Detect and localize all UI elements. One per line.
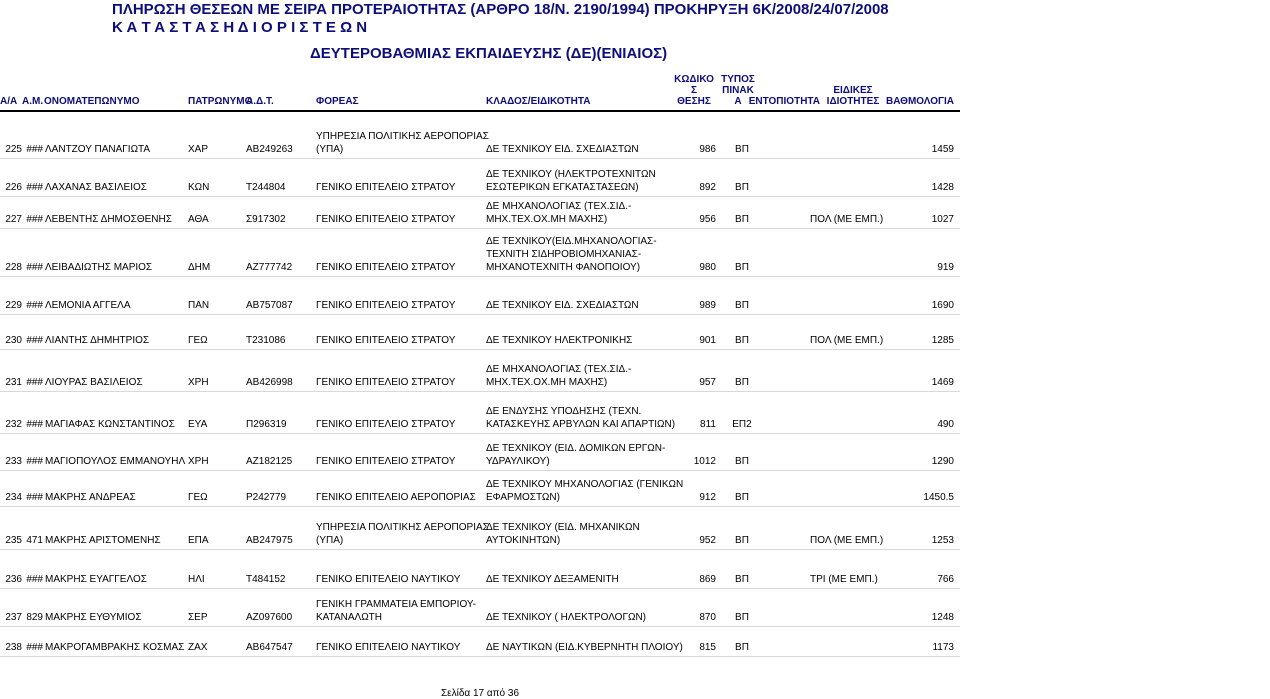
table-row: [0, 626, 960, 657]
cell-father: ΚΩΝ: [188, 182, 210, 193]
cell-adt: ΑΒ249263: [246, 144, 293, 155]
cell-aa: 225: [5, 144, 22, 155]
cell-klados-line: ΔΕ ΜΗΧΑΝΟΛΟΓΙΑΣ (ΤΕΧ.ΣΙΔ.-: [486, 201, 632, 212]
header-foreas: ΦΟΡΕΑΣ: [316, 96, 359, 107]
table-row: [0, 470, 960, 507]
header-klados: ΚΛΑΔΟΣ/ΕΙΔΙΚΟΤΗΤΑ: [486, 96, 591, 107]
cell-adt: ΑΒ426998: [246, 377, 293, 388]
cell-typos: ΒΠ: [735, 535, 749, 546]
cell-typos: ΒΠ: [735, 182, 749, 193]
cell-aa: 237: [5, 612, 22, 623]
cell-klados-line: ΔΕ ΤΕΧΝΙΚΟΥ (ΕΙΔ. ΔΟΜΙΚΩΝ ΕΡΓΩΝ-: [486, 443, 666, 454]
table-row: [0, 549, 960, 589]
cell-aa: 226: [5, 182, 22, 193]
cell-name: ΛΕΒΕΝΤΗΣ ΔΗΜΟΣΘΕΝΗΣ: [45, 214, 172, 225]
cell-aa: 233: [5, 456, 22, 467]
cell-klados-line: ΔΕ ΤΕΧΝΙΚΟΥ ( ΗΛΕΚΤΡΟΛΟΓΩΝ): [486, 612, 646, 623]
cell-kodikos: 980: [699, 262, 716, 273]
cell-klados-line: ΜΗΧΑΝΟΤΕΧΝΙΤΗ ΦΑΝΟΠΟΙΟΥ): [486, 262, 641, 273]
title-katastasi: Κ Α Τ Α Σ Τ Α Σ Η Δ Ι Ο Ρ Ι Σ Τ Ε Ω Ν: [112, 19, 368, 36]
cell-am: ###: [26, 214, 43, 225]
cell-foreas-line: ΓΕΝΙΚΟ ΕΠΙΤΕΛΕΙΟ ΣΤΡΑΤΟΥ: [316, 262, 456, 273]
cell-aa: 230: [5, 335, 22, 346]
header-kodikos-line3: ΘΕΣΗΣ: [677, 96, 711, 107]
cell-vathmologia: 1428: [931, 182, 954, 193]
cell-am: ###: [26, 182, 43, 193]
cell-father: ΖΑΧ: [188, 642, 208, 653]
cell-foreas-line: ΓΕΝΙΚΗ ΓΡΑΜΜΑΤΕΙΑ ΕΜΠΟΡΙΟΥ-: [316, 599, 476, 610]
table-row: [0, 433, 960, 471]
cell-kodikos: 870: [699, 612, 716, 623]
cell-entopiotita: ΠΟΛ (ΜΕ ΕΜΠ.): [810, 214, 884, 225]
cell-vathmologia: 1173: [932, 642, 954, 653]
table-row: [0, 314, 960, 350]
cell-typos: ΒΠ: [735, 300, 749, 311]
cell-father: ΧΡΗ: [188, 456, 209, 467]
cell-name: ΜΑΚΡΗΣ ΑΡΙΣΤΟΜΕΝΗΣ: [45, 535, 161, 546]
cell-father: ΠΑΝ: [188, 300, 210, 311]
cell-aa: 232: [5, 419, 22, 430]
cell-name: ΛΕΜΟΝΙΑ ΑΓΓΕΛΑ: [45, 300, 131, 311]
cell-aa: 234: [5, 492, 22, 503]
cell-klados-line: ΔΕ ΤΕΧΝΙΚΟΥ(ΕΙΔ.ΜΗΧΑΝΟΛΟΓΙΑΣ-: [486, 236, 657, 247]
cell-am: 829: [26, 612, 43, 623]
cell-foreas-line: ΓΕΝΙΚΟ ΕΠΙΤΕΛΕΙΟ ΣΤΡΑΤΟΥ: [316, 335, 456, 346]
cell-adt: Π296319: [246, 419, 287, 430]
cell-foreas-line: (ΥΠΑ): [316, 535, 344, 546]
cell-father: ΗΛΙ: [188, 574, 205, 585]
header-kodikos-line1: ΚΩΔΙΚΟ: [674, 74, 714, 85]
cell-name: ΛΙΟΥΡΑΣ ΒΑΣΙΛΕΙΟΣ: [45, 377, 143, 388]
cell-kodikos: 952: [699, 535, 716, 546]
header-typos-line2: ΠΙΝΑΚ: [722, 85, 754, 96]
cell-vathmologia: 1469: [931, 377, 954, 388]
cell-klados-line: ΕΦΑΡΜΟΣΤΩΝ): [486, 492, 560, 503]
cell-am: ###: [26, 574, 43, 585]
cell-aa: 229: [5, 300, 22, 311]
cell-am: 471: [26, 535, 43, 546]
cell-am: ###: [26, 419, 43, 430]
cell-aa: 227: [5, 214, 22, 225]
cell-klados-line: ΔΕ ΤΕΧΝΙΚΟΥ ΔΕΞΑΜΕΝΙΤΗ: [486, 574, 619, 585]
cell-aa: 228: [5, 262, 22, 273]
cell-kodikos: 811: [700, 419, 716, 430]
table-header: [0, 74, 960, 112]
header-father: ΠΑΤΡΩΝΥΜΟ: [188, 96, 253, 107]
cell-klados-line: ΔΕ ΝΑΥΤΙΚΩΝ (ΕΙΔ.ΚΥΒΕΡΝΗΤΗ ΠΛΟΙΟΥ): [486, 642, 683, 653]
cell-kodikos: 912: [699, 492, 716, 503]
cell-entopiotita: ΠΟΛ (ΜΕ ΕΜΠ.): [810, 335, 884, 346]
cell-klados-line: ΔΕ ΤΕΧΝΙΚΟΥ ΕΙΔ. ΣΧΕΔΙΑΣΤΩΝ: [486, 300, 639, 311]
cell-adt: ΑΖ182125: [246, 456, 293, 467]
cell-vathmologia: 1027: [931, 214, 954, 225]
cell-klados-line: ΔΕ ΤΕΧΝΙΚΟΥ ΗΛΕΚΤΡΟΝΙΚΗΣ: [486, 335, 633, 346]
cell-typos: ΒΠ: [735, 612, 749, 623]
cell-vathmologia: 490: [937, 419, 954, 430]
header-name: ΟΝΟΜΑΤΕΠΩΝΥΜΟ: [44, 96, 140, 107]
cell-klados-line: ΕΣΩΤΕΡΙΚΩΝ ΕΓΚΑΤΑΣΤΑΣΕΩΝ): [486, 182, 639, 193]
cell-kodikos: 957: [699, 377, 716, 388]
cell-am: ###: [26, 335, 43, 346]
cell-name: ΜΑΚΡΗΣ ΕΥΘΥΜΙΟΣ: [45, 612, 142, 623]
cell-adt: Τ484152: [246, 574, 286, 585]
cell-klados-line: ΜΗΧ.ΤΕΧ.ΟΧ.ΜΗ ΜΑΧΗΣ): [486, 377, 608, 388]
cell-typos: ΒΠ: [735, 492, 749, 503]
cell-kodikos: 989: [699, 300, 716, 311]
table-row: [0, 196, 960, 229]
cell-klados-line: ΚΑΤΑΣΚΕΥΗΣ ΑΡΒΥΛΩΝ ΚΑΙ ΑΠΑΡΤΙΩΝ): [486, 419, 676, 430]
cell-father: ΧΑΡ: [188, 144, 209, 155]
cell-adt: ΑΖ777742: [246, 262, 293, 273]
header-aa: Α/Α: [0, 96, 18, 107]
cell-klados-line: ΜΗΧ.ΤΕΧ.ΟΧ.ΜΗ ΜΑΧΗΣ): [486, 214, 608, 225]
cell-klados-line: ΔΕ ΕΝΔΥΣΗΣ ΥΠΟΔΗΣΗΣ (ΤΕΧΝ.: [486, 406, 642, 417]
table-row: [0, 158, 960, 197]
cell-am: ###: [26, 642, 43, 653]
cell-father: ΔΗΜ: [188, 262, 211, 273]
header-eidikes-line1: ΕΙΔΙΚΕΣ: [833, 85, 873, 96]
header-typos-line3: Α: [734, 96, 742, 107]
header-adt: Α.Δ.Τ.: [246, 96, 274, 107]
cell-typos: ΒΠ: [735, 377, 749, 388]
cell-vathmologia: 1253: [931, 535, 954, 546]
cell-foreas-line: ΓΕΝΙΚΟ ΕΠΙΤΕΛΕΙΟ ΣΤΡΑΤΟΥ: [316, 419, 456, 430]
cell-foreas-line: ΚΑΤΑΝΑΛΩΤΗ: [316, 612, 383, 623]
table-row: [0, 349, 960, 392]
cell-aa: 235: [5, 535, 22, 546]
header-eidikes-line2: ΙΔΙΟΤΗΤΕΣ: [826, 96, 880, 107]
cell-adt: Τ244804: [246, 182, 286, 193]
table-row: [0, 588, 960, 627]
title-subtitle: ΔΕΥΤΕΡΟΒΑΘΜΙΑΣ ΕΚΠΑΙΔΕΥΣΗΣ (ΔΕ)(ΕΝΙΑΙΟΣ): [310, 45, 668, 62]
cell-father: ΑΘΑ: [188, 214, 209, 225]
cell-adt: ΑΖ097600: [246, 612, 293, 623]
table-row: [0, 121, 960, 159]
cell-vathmologia: 919: [937, 262, 954, 273]
cell-aa: 236: [5, 574, 22, 585]
cell-foreas-line: ΓΕΝΙΚΟ ΕΠΙΤΕΛΕΙΟ ΝΑΥΤΙΚΟΥ: [316, 574, 461, 585]
cell-adt: ΑΒ247975: [246, 535, 293, 546]
cell-am: ###: [26, 144, 43, 155]
page-number: Σελίδα 17 από 36: [440, 688, 520, 699]
cell-foreas-line: ΥΠΗΡΕΣΙΑ ΠΟΛΙΤΙΚΗΣ ΑΕΡΟΠΟΡΙΑΣ: [316, 522, 489, 533]
cell-adt: ΑΒ647547: [246, 642, 293, 653]
cell-vathmologia: 766: [937, 574, 954, 585]
cell-klados-line: ΔΕ ΤΕΧΝΙΚΟΥ ΕΙΔ. ΣΧΕΔΙΑΣΤΩΝ: [486, 144, 639, 155]
cell-vathmologia: 1459: [931, 144, 954, 155]
cell-typos: ΒΠ: [735, 574, 749, 585]
cell-father: ΓΕΩ: [188, 492, 208, 503]
cell-am: ###: [26, 492, 43, 503]
cell-name: ΛΕΙΒΑΔΙΩΤΗΣ ΜΑΡΙΟΣ: [45, 262, 153, 273]
cell-foreas-line: ΓΕΝΙΚΟ ΕΠΙΤΕΛΕΙΟ ΑΕΡΟΠΟΡΙΑΣ: [316, 492, 476, 503]
cell-foreas-line: ΓΕΝΙΚΟ ΕΠΙΤΕΛΕΙΟ ΣΤΡΑΤΟΥ: [316, 182, 456, 193]
cell-vathmologia: 1285: [931, 335, 954, 346]
cell-klados-line: ΥΔΡΑΥΛΙΚΟΥ): [486, 456, 550, 467]
cell-typos: ΒΠ: [735, 144, 749, 155]
header-vathmologia: ΒΑΘΜΟΛΟΓΙΑ: [886, 96, 954, 107]
header-kodikos-line2: Σ: [690, 85, 697, 96]
cell-adt: Σ917302: [246, 214, 286, 225]
cell-typos: ΒΠ: [735, 262, 749, 273]
cell-klados-line: ΔΕ ΜΗΧΑΝΟΛΟΓΙΑΣ (ΤΕΧ.ΣΙΔ.-: [486, 364, 632, 375]
title-main: ΠΛΗΡΩΣΗ ΘΕΣΕΩΝ ΜΕ ΣΕΙΡΑ ΠΡΟΤΕΡΑΙΟΤΗΤΑΣ (ΑΡΘΡΟ 18/Ν. 2190/1994) ΠΡΟΚΗΡΥΞΗ 6Κ/2008/24/07/2008: [112, 1, 889, 18]
cell-foreas-line: ΓΕΝΙΚΟ ΕΠΙΤΕΛΕΙΟ ΣΤΡΑΤΟΥ: [316, 214, 456, 225]
cell-typos: ΕΠ2: [732, 419, 752, 430]
cell-foreas-line: ΓΕΝΙΚΟ ΕΠΙΤΕΛΕΙΟ ΣΤΡΑΤΟΥ: [316, 300, 456, 311]
cell-kodikos: 892: [699, 182, 716, 193]
cell-father: ΧΡΗ: [188, 377, 209, 388]
cell-name: ΜΑΚΡΟΓΑΜΒΡΑΚΗΣ ΚΟΣΜΑΣ: [45, 642, 185, 653]
cell-father: ΓΕΩ: [188, 335, 208, 346]
cell-name: ΜΑΓΙΑΦΑΣ ΚΩΝΣΤΑΝΤΙΝΟΣ: [45, 419, 175, 430]
cell-foreas-line: (ΥΠΑ): [316, 144, 344, 155]
cell-am: ###: [26, 262, 43, 273]
cell-foreas-line: ΓΕΝΙΚΟ ΕΠΙΤΕΛΕΙΟ ΣΤΡΑΤΟΥ: [316, 377, 456, 388]
header-typos-line1: ΤΥΠΟΣ: [721, 74, 755, 85]
cell-kodikos: 956: [699, 214, 716, 225]
cell-name: ΛΑΧΑΝΑΣ ΒΑΣΙΛΕΙΟΣ: [45, 182, 147, 193]
cell-typos: ΒΠ: [735, 456, 749, 467]
cell-klados-line: ΔΕ ΤΕΧΝΙΚΟΥ (ΗΛΕΚΤΡΟΤΕΧΝΙΤΩΝ: [486, 169, 656, 180]
cell-name: ΛΑΝΤΖΟΥ ΠΑΝΑΓΙΩΤΑ: [45, 144, 151, 155]
cell-kodikos: 815: [699, 642, 716, 653]
cell-klados-line: ΤΕΧΝΙΤΗ ΣΙΔΗΡΟΒΙΟΜΗΧΑΝΙΑΣ-: [486, 249, 642, 260]
cell-foreas-line: ΥΠΗΡΕΣΙΑ ΠΟΛΙΤΙΚΗΣ ΑΕΡΟΠΟΡΙΑΣ: [316, 131, 489, 142]
cell-vathmologia: 1450.5: [923, 492, 954, 503]
cell-klados-line: ΑΥΤΟΚΙΝΗΤΩΝ): [486, 535, 561, 546]
cell-aa: 231: [5, 377, 22, 388]
cell-kodikos: 901: [699, 335, 716, 346]
header-am: Α.Μ.: [22, 96, 44, 107]
cell-am: ###: [26, 300, 43, 311]
cell-vathmologia: 1290: [931, 456, 954, 467]
cell-typos: ΒΠ: [735, 642, 749, 653]
cell-klados-line: ΔΕ ΤΕΧΝΙΚΟΥ ΜΗΧΑΝΟΛΟΓΙΑΣ (ΓΕΝΙΚΩΝ: [486, 479, 684, 490]
cell-entopiotita: ΤΡΙ (ΜΕ ΕΜΠ.): [810, 574, 878, 585]
cell-klados-line: ΔΕ ΤΕΧΝΙΚΟΥ (ΕΙΔ. ΜΗΧΑΝΙΚΩΝ: [486, 522, 640, 533]
cell-name: ΛΙΑΝΤΗΣ ΔΗΜΗΤΡΙΟΣ: [45, 335, 150, 346]
cell-foreas-line: ΓΕΝΙΚΟ ΕΠΙΤΕΛΕΙΟ ΝΑΥΤΙΚΟΥ: [316, 642, 461, 653]
cell-father: ΕΥΑ: [188, 419, 208, 430]
cell-adt: Τ231086: [246, 335, 286, 346]
cell-typos: ΒΠ: [735, 214, 749, 225]
cell-adt: Ρ242779: [246, 492, 287, 503]
cell-vathmologia: 1248: [931, 612, 954, 623]
table-row: [0, 276, 960, 315]
cell-entopiotita: ΠΟΛ (ΜΕ ΕΜΠ.): [810, 535, 884, 546]
cell-father: ΣΕΡ: [188, 612, 208, 623]
table-row: [0, 391, 960, 434]
cell-am: ###: [26, 377, 43, 388]
cell-adt: ΑΒ757087: [246, 300, 293, 311]
cell-foreas-line: ΓΕΝΙΚΟ ΕΠΙΤΕΛΕΙΟ ΣΤΡΑΤΟΥ: [316, 456, 456, 467]
cell-am: ###: [26, 456, 43, 467]
cell-aa: 238: [5, 642, 22, 653]
cell-kodikos: 1012: [693, 456, 716, 467]
cell-typos: ΒΠ: [735, 335, 749, 346]
cell-father: ΕΠΑ: [188, 535, 209, 546]
table-row: [0, 506, 960, 550]
header-entopiotita: ΕΝΤΟΠΙΟΤΗΤΑ: [748, 96, 820, 107]
cell-name: ΜΑΚΡΗΣ ΕΥΑΓΓΕΛΟΣ: [45, 574, 147, 585]
table-row: [0, 228, 960, 277]
cell-vathmologia: 1690: [931, 300, 954, 311]
cell-name: ΜΑΓΙΟΠΟΥΛΟΣ ΕΜΜΑΝΟΥΗΛ: [45, 456, 186, 467]
cell-kodikos: 986: [699, 144, 716, 155]
cell-kodikos: 869: [699, 574, 716, 585]
cell-name: ΜΑΚΡΗΣ ΑΝΔΡΕΑΣ: [45, 492, 136, 503]
